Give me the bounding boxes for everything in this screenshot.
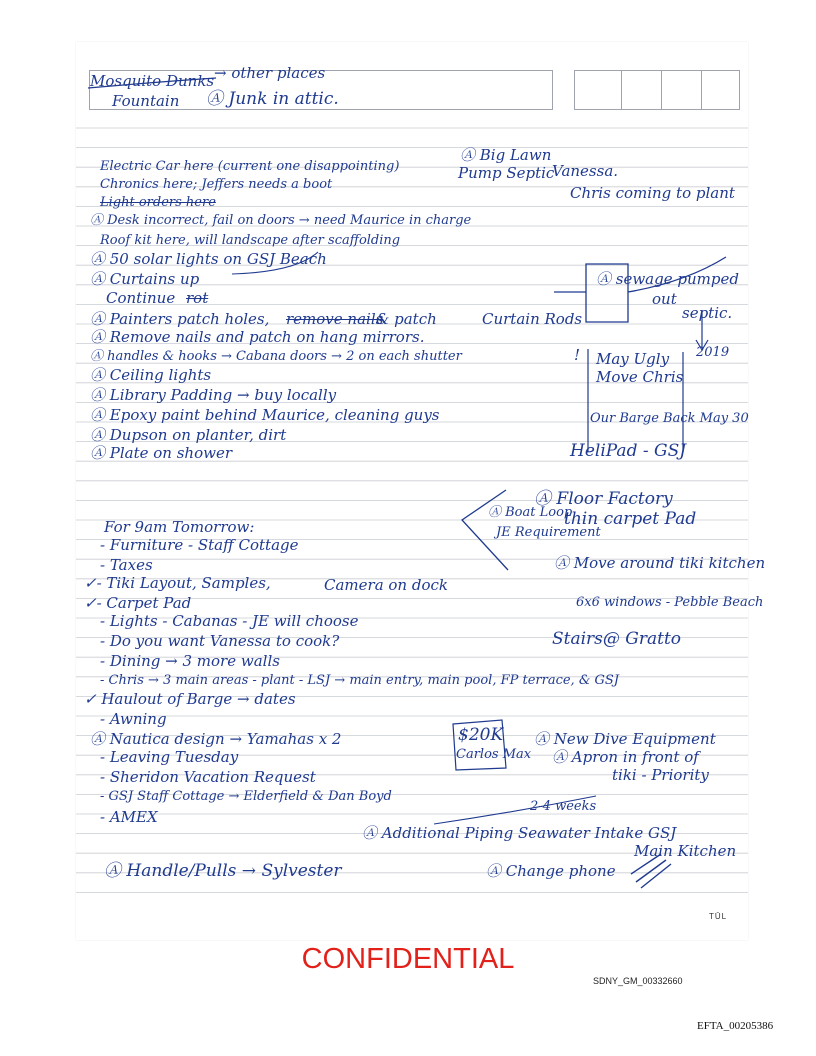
efta-id: EFTA_00205386 bbox=[697, 1020, 774, 1032]
note-boat-loop: Ⓐ Boat Loop bbox=[488, 505, 573, 520]
note-stairs: Stairs@ Gratto bbox=[552, 629, 682, 649]
note-carpet-pad: ✓- Carpet Pad bbox=[84, 594, 192, 612]
note-chronics: Chronics here; Jeffers needs a boot bbox=[100, 177, 333, 192]
notebook-page bbox=[76, 42, 766, 940]
note-ceiling-lights: Ⓐ Ceiling lights bbox=[90, 366, 212, 384]
note-helipad: HeliPad - GSJ bbox=[570, 441, 687, 461]
note-desk: Ⓐ Desk incorrect, fail on doors → need Maurice in charge bbox=[90, 213, 472, 228]
note-painters-b: remove nails bbox=[286, 310, 384, 328]
note-furniture: - Furniture - Staff Cottage bbox=[100, 536, 299, 554]
note-tiki-layout: ✓- Tiki Layout, Samples, bbox=[84, 574, 271, 592]
note-vanessa-cook: - Do you want Vanessa to cook? bbox=[100, 632, 340, 650]
note-dive-equipment: Ⓐ New Dive Equipment bbox=[534, 730, 716, 748]
note-remove-nails: Ⓐ Remove nails and patch on hang mirrors. bbox=[90, 328, 425, 346]
note-leaving: - Leaving Tuesday bbox=[100, 748, 239, 766]
note-painters-c: & patch bbox=[376, 310, 437, 328]
note-carlos-max: Carlos Max bbox=[456, 747, 532, 762]
note-exclaim: ! bbox=[574, 346, 581, 364]
note-out: out bbox=[652, 290, 677, 308]
note-gsj-cottage: - GSJ Staff Cottage → Elderfield & Dan Boyd bbox=[100, 789, 392, 804]
note-dupson: Ⓐ Dupson on planter, dirt bbox=[90, 426, 287, 444]
note-light-orders: Light orders here bbox=[100, 195, 216, 210]
note-may-ugly: May Ugly bbox=[596, 350, 670, 368]
note-camera-dock: Camera on dock bbox=[324, 576, 448, 594]
note-septic: septic. bbox=[682, 304, 733, 322]
note-main-kitchen: Main Kitchen bbox=[634, 842, 737, 860]
note-chris-areas: - Chris → 3 main areas - plant - LSJ → main entry, main pool, FP terrace, & GSJ bbox=[100, 673, 620, 688]
note-library: Ⓐ Library Padding → buy locally bbox=[90, 386, 337, 404]
note-lights-cabanas: - Lights - Cabanas - JE will choose bbox=[100, 612, 359, 630]
note-apron: Ⓐ Apron in front of bbox=[552, 748, 699, 766]
note-20k: $20K bbox=[458, 725, 504, 745]
note-handles-hooks: Ⓐ handles & hooks → Cabana doors → 2 on each shutter bbox=[90, 349, 462, 364]
note-other-places: → other places bbox=[214, 64, 326, 82]
note-plate-shower: Ⓐ Plate on shower bbox=[90, 444, 233, 462]
note-pump-septic: Pump Septic bbox=[458, 164, 555, 182]
note-for-9am: For 9am Tomorrow: bbox=[104, 518, 255, 536]
note-barge-back: Our Barge Back May 30 bbox=[590, 411, 749, 426]
note-curtains: Ⓐ Curtains up bbox=[90, 270, 200, 288]
note-solar-lights: Ⓐ 50 solar lights on GSJ Beach bbox=[90, 250, 327, 268]
note-haulout: ✓ Haulout of Barge → dates bbox=[84, 690, 296, 708]
note-roof-kit: Roof kit here, will landscape after scaffolding bbox=[100, 233, 401, 248]
note-sheridon: - Sheridon Vacation Request bbox=[100, 768, 316, 786]
confidential-stamp: CONFIDENTIAL bbox=[301, 943, 515, 975]
note-rot: rot bbox=[186, 289, 209, 307]
note-painters-a: Ⓐ Painters patch holes, bbox=[90, 310, 270, 328]
note-je-requirement: JE Requirement bbox=[496, 525, 601, 540]
note-dining: - Dining → 3 more walls bbox=[100, 652, 280, 670]
document-id: SDNY_GM_00332660 bbox=[593, 976, 683, 986]
note-epoxy: Ⓐ Epoxy paint behind Maurice, cleaning guys bbox=[90, 406, 440, 424]
note-curtain-rods: Curtain Rods bbox=[482, 310, 583, 328]
note-chris-plant: Chris coming to plant bbox=[570, 184, 735, 202]
note-windows: 6x6 windows - Pebble Beach bbox=[576, 595, 764, 610]
note-nautica: Ⓐ Nautica design → Yamahas x 2 bbox=[90, 730, 342, 748]
note-piping: Ⓐ Additional Piping Seawater Intake GSJ bbox=[362, 824, 677, 842]
note-electric-car: Electric Car here (current one disappointing) bbox=[100, 159, 400, 174]
paper-brand-logo: TŪL bbox=[709, 912, 728, 921]
note-change-phone: Ⓐ Change phone bbox=[486, 862, 616, 880]
note-tiki-priority: tiki - Priority bbox=[612, 766, 709, 784]
note-big-lawn: Ⓐ Big Lawn bbox=[460, 146, 552, 164]
note-mosquito: Mosquito Dunks bbox=[90, 72, 215, 90]
note-junk-attic: Ⓐ Junk in attic. bbox=[206, 89, 339, 109]
note-move-tiki: Ⓐ Move around tiki kitchen bbox=[554, 554, 766, 572]
note-vanessa: Vanessa. bbox=[552, 162, 619, 180]
note-fountain: Fountain bbox=[112, 92, 180, 110]
header-date-box bbox=[574, 70, 740, 110]
note-amex: - AMEX bbox=[100, 808, 158, 826]
note-floor-factory: Ⓐ Floor Factory bbox=[534, 489, 673, 509]
note-thin-carpet: thin carpet Pad bbox=[564, 509, 697, 529]
note-sewage: Ⓐ sewage pumped bbox=[596, 270, 739, 288]
note-awning: - Awning bbox=[100, 710, 167, 728]
note-continue: Continue bbox=[106, 289, 176, 307]
note-move-chris: Move Chris bbox=[596, 368, 684, 386]
note-weeks: 2-4 weeks bbox=[530, 799, 597, 814]
note-taxes: - Taxes bbox=[100, 556, 153, 574]
note-2019: 2019 bbox=[696, 345, 730, 360]
note-handle-pulls: Ⓐ Handle/Pulls → Sylvester bbox=[104, 861, 342, 881]
